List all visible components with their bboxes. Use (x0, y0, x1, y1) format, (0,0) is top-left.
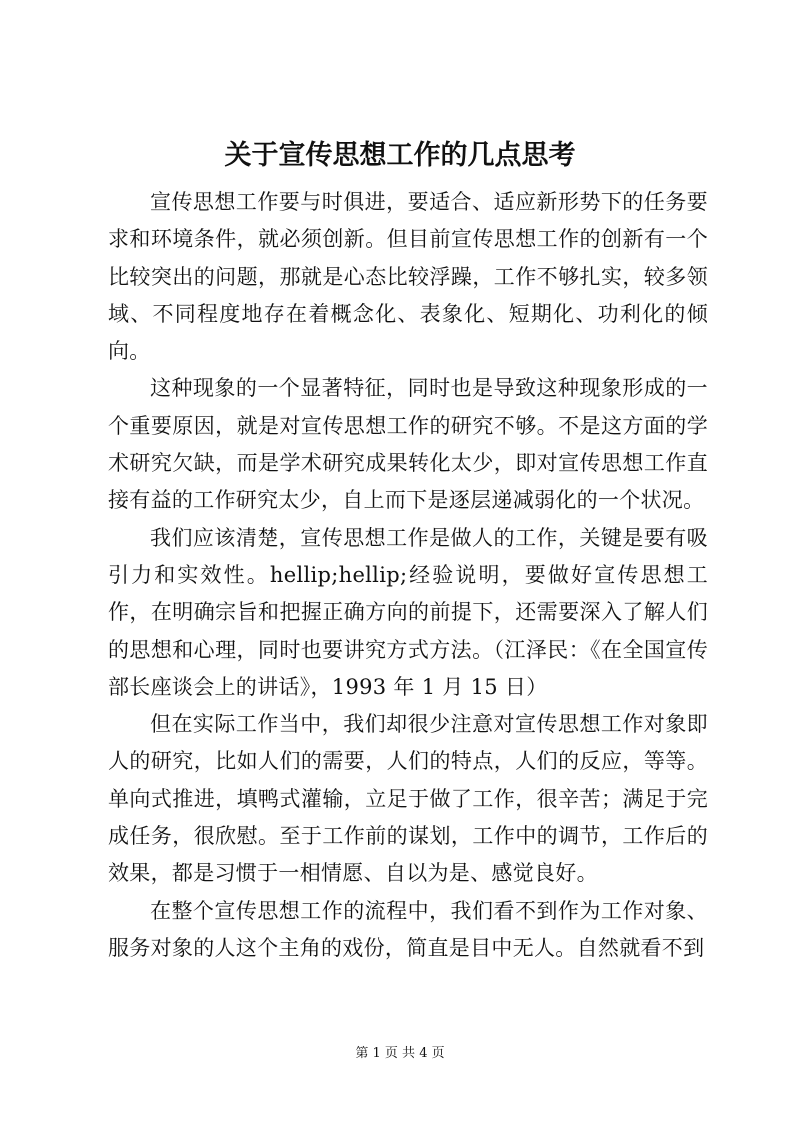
document-body (108, 184, 708, 967)
paragraph: 在整个宣传思想工作的流程中，我们看不到作为工作对象、服务对象的人这个主角的戏份，简直是目中无人。自然就看不到 (108, 898, 708, 960)
page-footer: 第 1 页 共 4 页 (355, 1046, 445, 1061)
paragraph: 我们应该清楚，宣传思想工作是做人的工作，关键是要有吸引力和实效性。hellip;hellip;经验说明，要做好宣传思想工作，在明确宗旨和把握正确方向的前提下，还需要深入了解人们的思想和心理，同时也要讲究方式方法。（江泽民：《在全国宣传部长座谈会上的讲话》，1993 年 1 月 15 日） (108, 525, 708, 699)
paragraph: 这种现象的一个显著特征，同时也是导致这种现象形成的一个重要原因，就是对宣传思想工作的研究不够。不是这方面的学术研究欠缺，而是学术研究成果转化太少，即对宣传思想工作直接有益的工作研究太少，自上而下是逐层递减弱化的一个状况。 (108, 376, 708, 513)
document-title: 关于宣传思想工作的几点思考 (224, 140, 576, 171)
paragraph: 宣传思想工作要与时俱进，要适合、适应新形势下的任务要求和环境条件，就必须创新。但目前宣传思想工作的创新有一个比较突出的问题，那就是心态比较浮躁，工作不够扎实，较多领域、不同程度地存在着概念化、表象化、短期化、功利化的倾向。 (108, 190, 708, 364)
paragraph: 但在实际工作当中，我们却很少注意对宣传思想工作对象即人的研究，比如人们的需要，人们的特点，人们的反应，等等。单向式推进，填鸭式灌输，立足于做了工作，很辛苦；满足于完成任务，很欣慰。至于工作前的谋划，工作中的调节，工作后的效果，都是习惯于一相情愿、自以为是、感觉良好。 (108, 712, 708, 886)
